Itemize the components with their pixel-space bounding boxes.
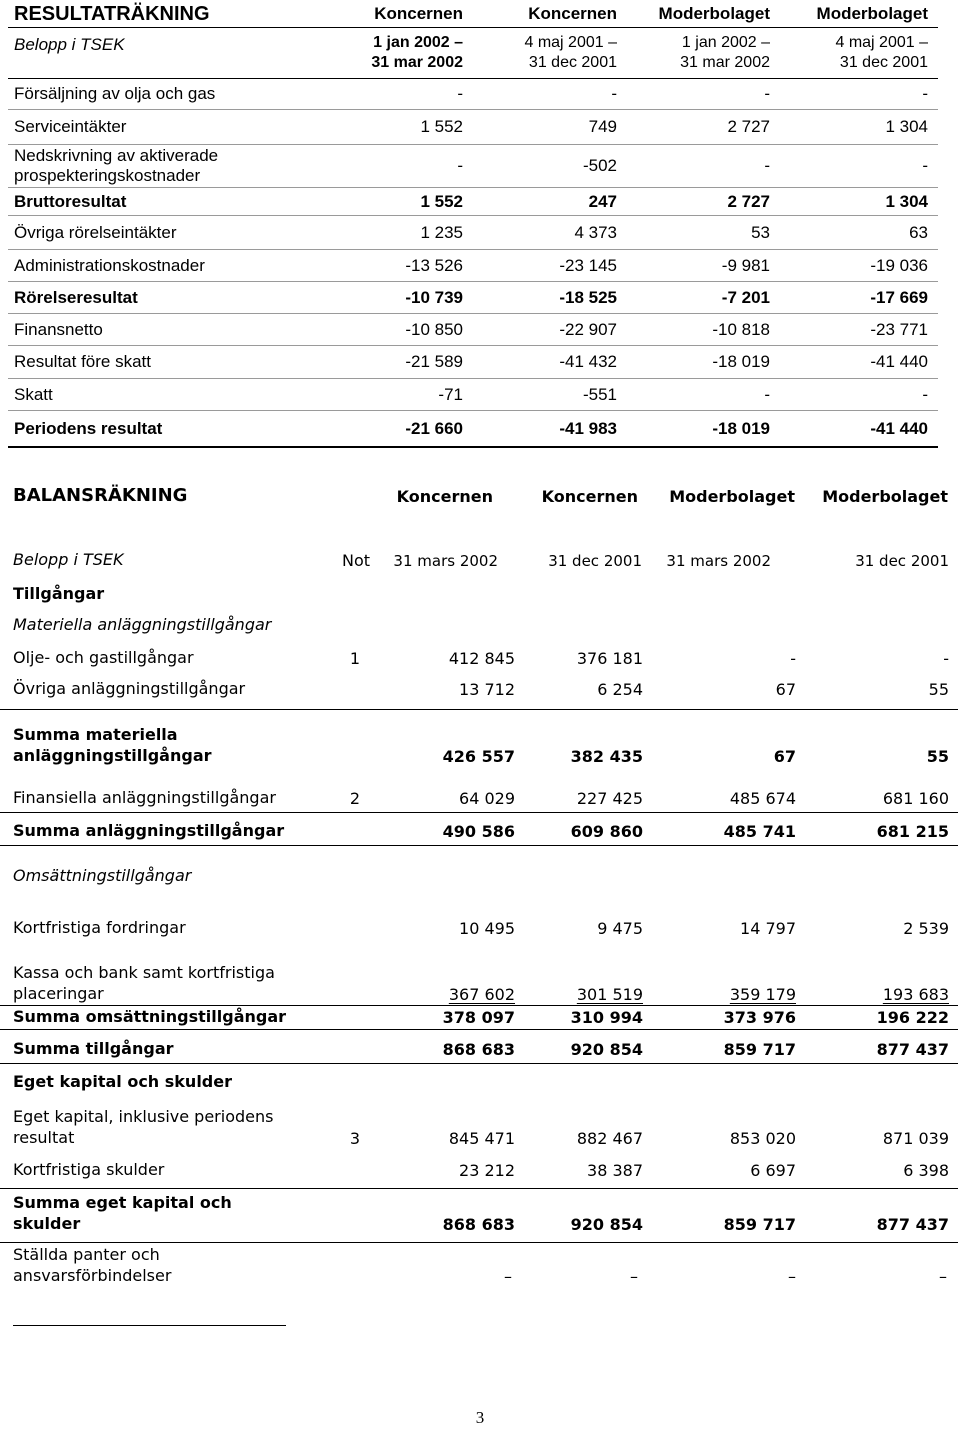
balance-row bbox=[0, 1243, 958, 1290]
income-value: - bbox=[457, 156, 463, 175]
balance-value: 920 854 bbox=[570, 1215, 643, 1234]
income-value: - bbox=[764, 156, 770, 175]
balance-value: 845 471 bbox=[448, 1129, 515, 1148]
equity-liabilities-heading: Eget kapital och skulder bbox=[13, 1072, 232, 1091]
balance-value: 382 435 bbox=[570, 747, 643, 766]
balance-value: 681 160 bbox=[882, 789, 949, 808]
income-value: -71 bbox=[438, 384, 463, 404]
income-column-header: Koncernen bbox=[374, 3, 463, 23]
balance-value: 485 741 bbox=[723, 822, 796, 841]
balance-date-header: 31 dec 2001 bbox=[855, 552, 949, 570]
tangible-assets-heading: Materiella anläggningstillgångar bbox=[13, 615, 272, 634]
balance-value: 378 097 bbox=[442, 1008, 515, 1027]
balance-row bbox=[0, 782, 958, 813]
balance-value: 359 179 bbox=[729, 985, 796, 1004]
income-row-label: Rörelseresultat bbox=[14, 287, 138, 307]
income-row bbox=[8, 188, 938, 216]
balance-value: 6 697 bbox=[750, 1161, 796, 1180]
income-period-row bbox=[8, 27, 938, 79]
income-value: - bbox=[764, 83, 770, 103]
footnote-separator bbox=[13, 1325, 286, 1326]
balance-value: 310 994 bbox=[570, 1008, 643, 1027]
balance-row-label: Finansiella anläggningstillgångar bbox=[13, 788, 276, 807]
income-value: -13 526 bbox=[405, 255, 463, 275]
income-row-label: Försäljning av olja och gas bbox=[14, 83, 216, 103]
income-value: - bbox=[764, 384, 770, 404]
balance-row-label: Kortfristiga skulder bbox=[13, 1160, 165, 1179]
income-value: - bbox=[922, 83, 928, 103]
income-value: - bbox=[457, 83, 463, 103]
income-value: -19 036 bbox=[870, 255, 928, 275]
assets-heading: Tillgångar bbox=[13, 584, 105, 603]
income-unit-label: Belopp i TSEK bbox=[14, 35, 125, 54]
income-column-header: Moderbolaget bbox=[658, 3, 770, 23]
income-title-row bbox=[8, 0, 938, 28]
balance-row bbox=[0, 673, 958, 710]
balance-column-header: Koncernen bbox=[396, 487, 493, 506]
balance-value: 227 425 bbox=[576, 789, 643, 808]
balance-row-label: Summa anläggningstillgångar bbox=[13, 821, 285, 840]
balance-value: 193 683 bbox=[882, 985, 949, 1004]
current-assets-heading: Omsättningstillgångar bbox=[13, 866, 192, 885]
balance-value: 609 860 bbox=[570, 822, 643, 841]
balance-value: – bbox=[504, 1267, 512, 1286]
income-value: - bbox=[611, 83, 617, 103]
balance-row-label: Eget kapital, inklusive periodens resultat bbox=[13, 1107, 274, 1147]
income-row bbox=[8, 216, 938, 250]
balance-value: 868 683 bbox=[442, 1040, 515, 1059]
balance-row-total bbox=[0, 1005, 958, 1030]
income-value: -41 440 bbox=[870, 352, 928, 371]
income-value: -21 660 bbox=[405, 418, 463, 438]
balance-title-row bbox=[0, 478, 958, 510]
balance-value: - bbox=[943, 649, 949, 668]
balance-value: 13 712 bbox=[459, 680, 515, 699]
income-row-label: Resultat före skatt bbox=[14, 352, 152, 371]
income-row bbox=[8, 78, 938, 110]
income-value: 1 552 bbox=[420, 191, 463, 211]
balance-row bbox=[0, 642, 958, 672]
income-period-header: 4 maj 2001 – 31 dec 2001 bbox=[524, 33, 617, 71]
income-value: -23 145 bbox=[559, 255, 617, 275]
subsection-heading-row bbox=[0, 609, 958, 639]
section-heading-row bbox=[0, 578, 958, 608]
income-row bbox=[8, 282, 938, 314]
income-row-label: Administrationskostnader bbox=[14, 255, 205, 275]
income-value: -18 525 bbox=[559, 287, 617, 307]
balance-value: - bbox=[790, 649, 796, 668]
balance-row-label: Summa omsättningstillgångar bbox=[13, 1007, 287, 1026]
income-row bbox=[8, 145, 938, 188]
balance-value: 196 222 bbox=[876, 1008, 949, 1027]
income-row-label: Serviceintäkter bbox=[14, 117, 127, 136]
income-value: 1 304 bbox=[885, 191, 928, 211]
balance-value: 6 398 bbox=[903, 1161, 949, 1180]
balance-date-header: 31 dec 2001 bbox=[548, 552, 642, 570]
income-value: 1 304 bbox=[885, 117, 928, 136]
section-heading-row bbox=[0, 1066, 958, 1096]
income-value: -551 bbox=[582, 384, 617, 404]
income-period-header: 1 jan 2002 – 31 mar 2002 bbox=[371, 33, 463, 71]
balance-value: 859 717 bbox=[723, 1215, 796, 1234]
income-row-label: Finansnetto bbox=[14, 319, 103, 339]
income-value: -18 019 bbox=[712, 352, 770, 371]
balance-value: 38 387 bbox=[587, 1161, 643, 1180]
balance-row-label: Summa materiella anläggningstillgångar bbox=[13, 725, 212, 765]
income-row-label: Nedskrivning av aktiverade prospekteringskostnader bbox=[14, 146, 219, 185]
income-value: 2 727 bbox=[727, 191, 770, 211]
balance-value: 412 845 bbox=[448, 649, 515, 668]
balance-value: 14 797 bbox=[740, 919, 796, 938]
balance-value: – bbox=[630, 1267, 638, 1286]
income-value: 749 bbox=[588, 117, 617, 136]
balance-row bbox=[0, 912, 958, 942]
balance-row-label: Övriga anläggningstillgångar bbox=[13, 679, 246, 698]
income-period-header: 1 jan 2002 – 31 mar 2002 bbox=[680, 33, 770, 71]
balance-value: 55 bbox=[928, 680, 949, 699]
income-value: -41 440 bbox=[870, 418, 928, 438]
balance-row-label: Olje- och gastillgångar bbox=[13, 648, 194, 667]
balance-value: 67 bbox=[775, 680, 796, 699]
income-row-label: Övriga rörelseintäkter bbox=[14, 222, 177, 242]
balance-value: 485 674 bbox=[729, 789, 796, 808]
balance-title: BALANSRÄKNING bbox=[13, 485, 188, 506]
balance-column-header: Moderbolaget bbox=[822, 487, 948, 506]
income-value: - bbox=[922, 156, 928, 175]
balance-value: 859 717 bbox=[723, 1040, 796, 1059]
balance-value: 376 181 bbox=[576, 649, 643, 668]
note-ref: 2 bbox=[349, 789, 361, 808]
balance-value: 23 212 bbox=[459, 1161, 515, 1180]
balance-row-label: Summa eget kapital och skulder bbox=[13, 1193, 232, 1233]
balance-date-header: 31 mars 2002 bbox=[393, 552, 498, 570]
balance-value: 9 475 bbox=[597, 919, 643, 938]
balance-value: – bbox=[939, 1267, 947, 1286]
balance-row-total bbox=[0, 1032, 958, 1064]
income-row-label: Periodens resultat bbox=[14, 418, 163, 438]
balance-value: 67 bbox=[773, 747, 796, 766]
subsection-heading-row bbox=[0, 860, 958, 890]
balance-value: 877 437 bbox=[876, 1215, 949, 1234]
balance-row bbox=[0, 1154, 958, 1189]
balance-column-header: Moderbolaget bbox=[669, 487, 795, 506]
income-value: - bbox=[922, 384, 928, 404]
income-value: -18 019 bbox=[712, 418, 770, 438]
balance-unit-label: Belopp i TSEK bbox=[13, 550, 124, 569]
income-value: 2 727 bbox=[727, 117, 770, 136]
income-column-header: Koncernen bbox=[528, 3, 617, 23]
income-row bbox=[8, 379, 938, 411]
note-ref: 1 bbox=[349, 649, 361, 668]
income-value: -41 983 bbox=[559, 418, 617, 438]
income-row bbox=[8, 110, 938, 145]
note-ref: 3 bbox=[349, 1129, 361, 1148]
balance-value: 301 519 bbox=[576, 985, 643, 1004]
income-value: -21 589 bbox=[405, 352, 463, 371]
balance-value: 920 854 bbox=[570, 1040, 643, 1059]
income-row-total bbox=[8, 411, 938, 448]
balance-value: 6 254 bbox=[597, 680, 643, 699]
income-row bbox=[8, 314, 938, 346]
income-value: 4 373 bbox=[574, 222, 617, 242]
income-row bbox=[8, 346, 938, 379]
balance-row-label: Kortfristiga fordringar bbox=[13, 918, 186, 937]
income-value: -10 818 bbox=[712, 319, 770, 339]
balance-row-total bbox=[0, 1188, 958, 1243]
income-value: 1 552 bbox=[420, 117, 463, 136]
balance-value: 55 bbox=[926, 747, 949, 766]
income-row-label: Skatt bbox=[14, 384, 53, 404]
balance-row-total bbox=[0, 720, 958, 770]
balance-value: – bbox=[788, 1267, 796, 1286]
income-row-label: Bruttoresultat bbox=[14, 191, 127, 211]
balance-value: 367 602 bbox=[448, 985, 515, 1004]
balance-date-header: 31 mars 2002 bbox=[666, 552, 771, 570]
income-value: -41 432 bbox=[559, 352, 617, 371]
income-value: 63 bbox=[909, 222, 928, 242]
page-number: 3 bbox=[475, 1408, 485, 1427]
income-value: -17 669 bbox=[870, 287, 928, 307]
balance-value: 871 039 bbox=[882, 1129, 949, 1148]
balance-row bbox=[0, 958, 958, 1006]
balance-value: 877 437 bbox=[876, 1040, 949, 1059]
income-value: 53 bbox=[751, 222, 770, 242]
balance-value: 681 215 bbox=[876, 822, 949, 841]
income-row bbox=[8, 250, 938, 282]
balance-value: 373 976 bbox=[723, 1008, 796, 1027]
income-title: RESULTATRÄKNING bbox=[14, 2, 210, 25]
balance-row-label: Kassa och bank samt kortfristiga placeringar bbox=[13, 963, 275, 1003]
balance-value: 10 495 bbox=[459, 919, 515, 938]
balance-row bbox=[0, 1102, 958, 1152]
balance-value: 868 683 bbox=[442, 1215, 515, 1234]
income-value: 247 bbox=[588, 191, 617, 211]
income-value: -10 850 bbox=[405, 319, 463, 339]
note-header: Not bbox=[341, 551, 371, 570]
income-value: 1 235 bbox=[420, 222, 463, 242]
balance-value: 882 467 bbox=[576, 1129, 643, 1148]
income-period-header: 4 maj 2001 – 31 dec 2001 bbox=[835, 33, 928, 71]
balance-column-header: Koncernen bbox=[541, 487, 638, 506]
balance-value: 426 557 bbox=[442, 747, 515, 766]
balance-value: 490 586 bbox=[442, 822, 515, 841]
balance-date-row bbox=[0, 544, 958, 574]
balance-value: 64 029 bbox=[459, 789, 515, 808]
income-column-header: Moderbolaget bbox=[816, 3, 928, 23]
balance-row-label: Ställda panter och ansvarsförbindelser bbox=[13, 1245, 172, 1285]
income-value: -502 bbox=[582, 156, 617, 175]
balance-value: 853 020 bbox=[729, 1129, 796, 1148]
income-value: -9 981 bbox=[721, 255, 770, 275]
income-value: -10 739 bbox=[405, 287, 463, 307]
balance-value: 2 539 bbox=[903, 919, 949, 938]
income-value: -7 201 bbox=[721, 287, 770, 307]
balance-row-label: Summa tillgångar bbox=[13, 1039, 174, 1058]
income-value: -23 771 bbox=[870, 319, 928, 339]
balance-row-total bbox=[0, 814, 958, 846]
income-value: -22 907 bbox=[559, 319, 617, 339]
